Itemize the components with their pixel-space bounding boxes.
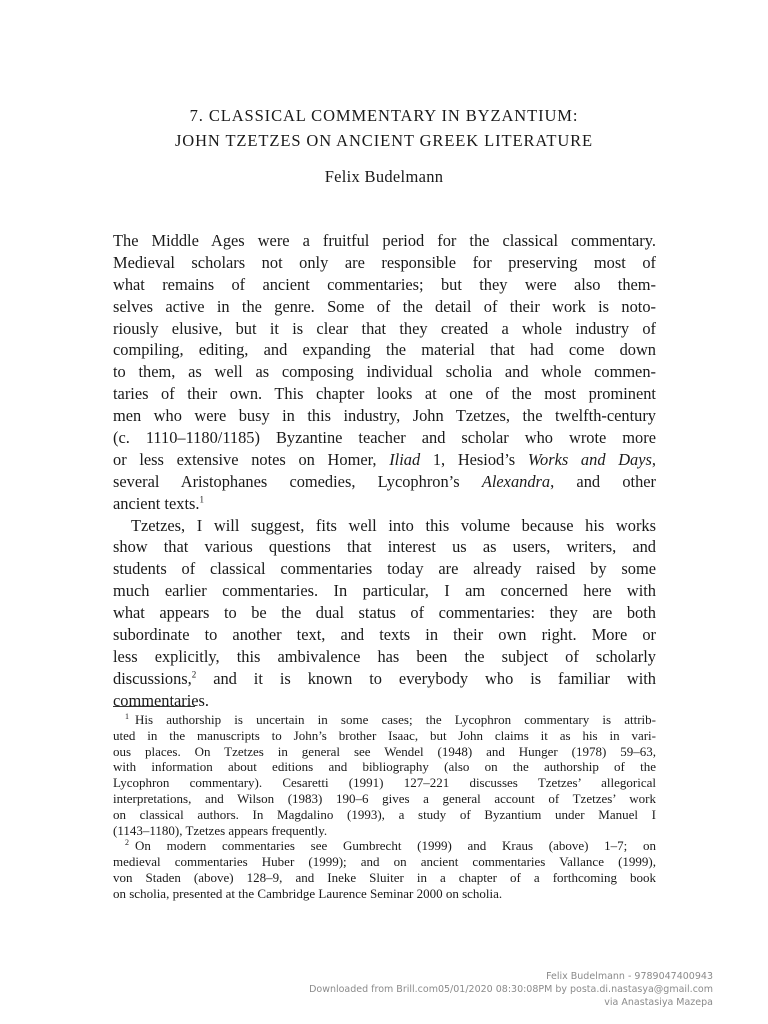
download-watermark — [309, 970, 713, 1009]
body-line — [113, 668, 656, 690]
body-line: show that various questions that interest us as users, writers, and — [113, 537, 656, 557]
text-run: 1, Hesiod’s — [420, 449, 528, 469]
work-title-alexandra: Alexandra — [481, 471, 551, 491]
footnotes — [113, 712, 656, 902]
footnote-2-line: von Staden (above) 128–9, and Ineke Sluiter in a chapter of a forthcoming book — [113, 869, 656, 885]
text-run: or less extensive notes on Homer, — [113, 449, 390, 469]
footnote-1-line: Lycophron commentary). Cesaretti (1991) 127–221 discusses Tzetzes’ allegorical — [113, 775, 656, 791]
footnote-number-2: 2 — [125, 838, 129, 848]
body-line: selves active in the genre. Some of the detail of their work is noto- — [113, 296, 656, 316]
body-line: (c. 1110–1180/1185) Byzantine teacher and scholar who wrote more — [113, 428, 656, 448]
body-line: to them, as well as composing individual scholia and whole commen- — [113, 362, 656, 382]
body-line: Medieval scholars not only are responsible for preserving most of — [113, 252, 656, 272]
work-title-works-and-days: Works and Days — [527, 449, 652, 469]
body-text — [113, 230, 656, 712]
footnote-divider — [113, 706, 195, 707]
body-line: The Middle Ages were a fruitful period for the classical commentary. — [113, 231, 656, 250]
body-line: taries of their own. This chapter looks at one of the most prominent — [113, 384, 656, 404]
work-title-iliad: Iliad — [389, 449, 421, 469]
watermark-line-3: via Anastasiya Mazepa — [604, 997, 713, 1008]
footnote-1-line: interpretations, and Wilson (1983) 190–6 gives a general account of Tzetzes’ work — [113, 790, 656, 806]
footnote-number-1: 1 — [125, 711, 129, 721]
body-line: students of classical commentaries today are already raised by some — [113, 559, 656, 579]
footnote-2-line: medieval commentaries Huber (1999); and on ancient commentaries Vallance (1999), — [113, 854, 656, 870]
watermark-line-2: Downloaded from Brill.com05/01/2020 08:30:08PM by posta.di.nastasya@gmail.com — [309, 984, 713, 995]
body-line: less explicitly, this ambivalence has been the subject of scholarly — [113, 646, 656, 666]
text-run: His authorship is uncertain in some cases; the Lycophron commentary is attrib- — [135, 712, 656, 727]
chapter-title-line-1: 7. CLASSICAL COMMENTARY IN BYZANTIUM: — [189, 106, 579, 125]
body-line: men who were busy in this industry, John Tzetzes, the twelfth-century — [113, 406, 656, 426]
text-run: ancient texts. — [113, 493, 200, 513]
footnote-1-line: (1143–1180), Tzetzes appears frequently. — [113, 822, 328, 838]
body-line: subordinate to another text, and texts in their own right. More or — [113, 625, 656, 645]
watermark-line-1: Felix Budelmann - 9789047400943 — [546, 971, 713, 982]
text-run: , — [651, 449, 657, 469]
footnote-ref-1[interactable]: 1 — [199, 494, 204, 505]
body-line — [113, 471, 656, 493]
footnote-1-line: on classical authors. In Magdalino (1993), a study of Byzantium under Manuel I — [113, 806, 656, 822]
body-line: riously elusive, but it is clear that they created a whole industry of — [113, 318, 656, 338]
chapter-title — [60, 103, 708, 153]
body-line: what appears to be the dual status of commentaries: they are both — [113, 603, 656, 623]
author-name: Felix Budelmann — [324, 167, 444, 186]
text-run: , and other — [550, 471, 656, 491]
text-run: and it is known to everybody who is familiar with — [196, 668, 656, 688]
body-line: commentaries. — [113, 690, 210, 710]
body-line — [113, 449, 656, 471]
footnote-1-line: ous places. On Tzetzes in general see Wendel (1948) and Hunger (1978) 59–63, — [113, 743, 656, 759]
body-line: much earlier commentaries. In particular, I am concerned here with — [113, 581, 656, 601]
footnote-ref-2[interactable]: 2 — [191, 669, 197, 680]
body-line: what remains of ancient commentaries; but they were also them- — [113, 274, 656, 294]
footnote-1-line: uted in the manuscripts to John’s brother Isaac, but John claims it as his in vari- — [113, 727, 656, 743]
footnote-1-line — [113, 712, 656, 728]
body-line — [113, 493, 656, 515]
footnote-2-line — [113, 838, 656, 854]
text-run: several Aristophanes comedies, Lycophron’s — [113, 471, 482, 491]
chapter-title-line-2: JOHN TZETZES ON ANCIENT GREEK LITERATURE — [174, 131, 594, 150]
footnote-1-line: with information about editions and bibliography (also on the authorship of the — [113, 759, 656, 775]
body-line: compiling, editing, and expanding the material that had come down — [113, 340, 656, 360]
body-line: Tzetzes, I will suggest, fits well into this volume because his works — [131, 515, 656, 535]
text-run: discussions, — [113, 668, 192, 688]
text-run: On modern commentaries see Gumbrecht (1999) and Kraus (above) 1–7; on — [135, 838, 656, 854]
footnote-2-line: on scholia, presented at the Cambridge Laurence Seminar 2000 on scholia. — [113, 885, 503, 901]
